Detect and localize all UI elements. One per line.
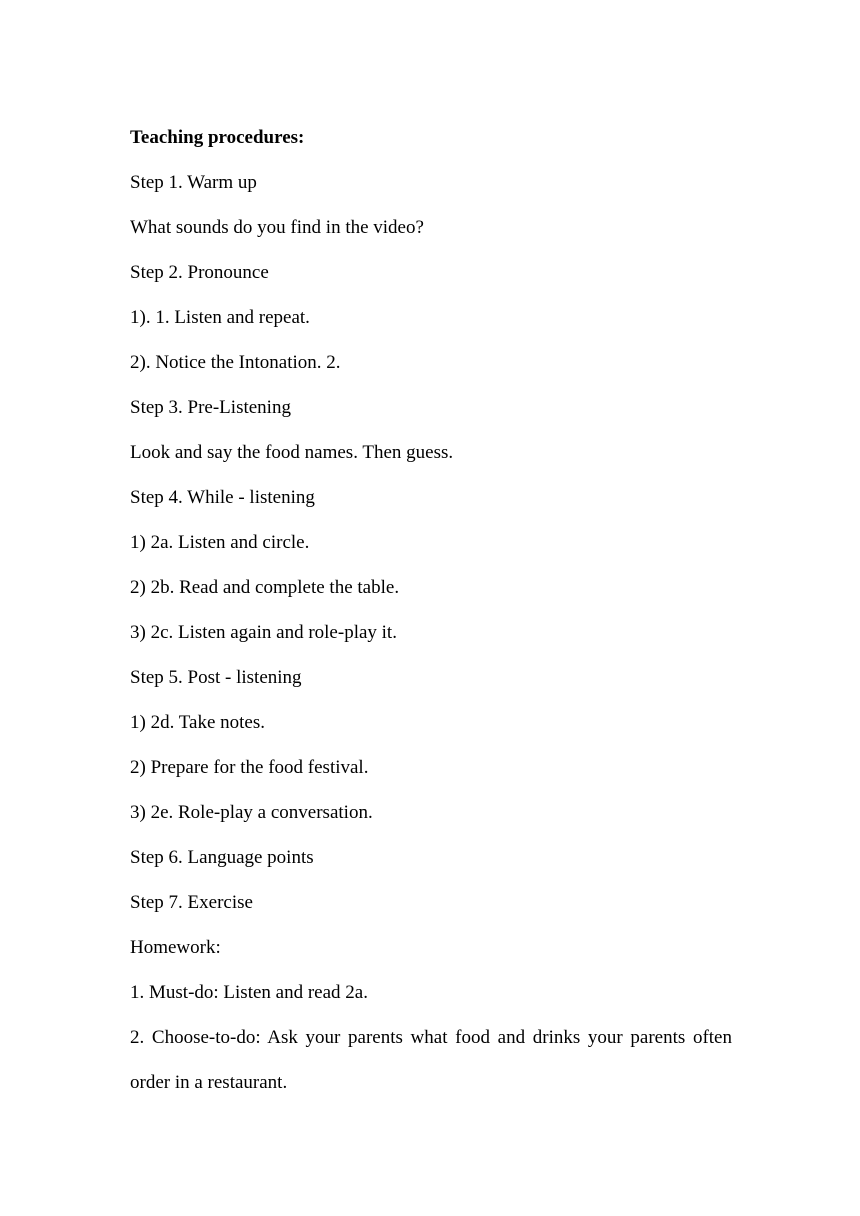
step-5-item-2: 2) Prepare for the food festival.	[130, 757, 369, 778]
step-2-title: Step 2. Pronounce	[130, 262, 269, 283]
step-4-item-3: 3) 2c. Listen again and role-play it.	[130, 622, 397, 643]
step-5-item-1: 1) 2d. Take notes.	[130, 712, 265, 733]
step-3-detail: Look and say the food names. Then guess.	[130, 442, 454, 463]
step-7-title: Step 7. Exercise	[130, 892, 253, 913]
step-6-title: Step 6. Language points	[130, 847, 314, 868]
homework-heading: Homework:	[130, 937, 221, 958]
step-4-item-1: 1) 2a. Listen and circle.	[130, 532, 310, 553]
step-4-item-2: 2) 2b. Read and complete the table.	[130, 577, 400, 598]
step-3-title: Step 3. Pre-Listening	[130, 397, 291, 418]
document-body	[130, 115, 732, 1105]
homework-item-1: 1. Must-do: Listen and read 2a.	[130, 982, 368, 1003]
step-2-item-1: 1). 1. Listen and repeat.	[130, 307, 310, 328]
step-1-detail: What sounds do you find in the video?	[130, 217, 424, 238]
step-4-title: Step 4. While - listening	[130, 487, 315, 508]
step-1-title: Step 1. Warm up	[130, 172, 257, 193]
section-heading: Teaching procedures:	[130, 127, 305, 148]
step-2-item-2: 2). Notice the Intonation. 2.	[130, 352, 341, 373]
step-5-item-3: 3) 2e. Role-play a conversation.	[130, 802, 373, 823]
homework-item-2: 2. Choose-to-do: Ask your parents what food and drinks your parents often order in a restaurant.	[130, 1027, 732, 1093]
step-5-title: Step 5. Post - listening	[130, 667, 302, 688]
